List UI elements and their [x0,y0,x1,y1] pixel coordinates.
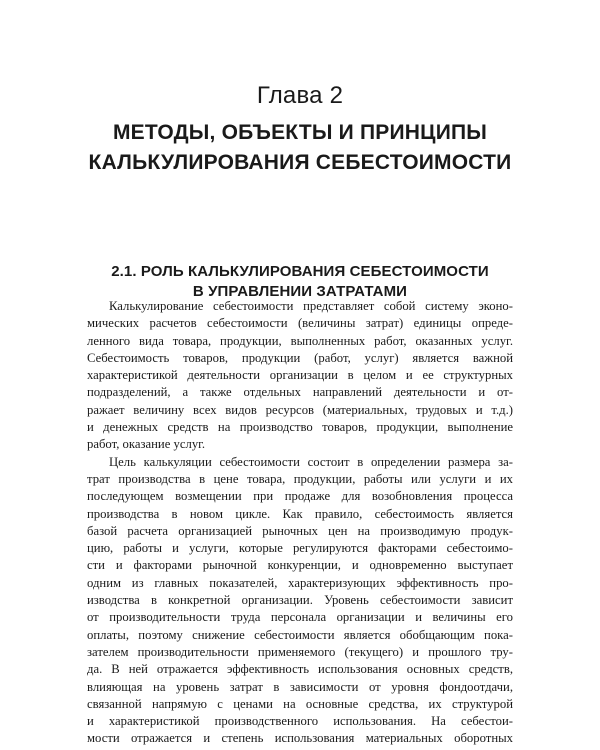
text-line: ленного вида товара, продукции, выполненных работ, оказанных услуг. [87,333,513,348]
body-text [87,298,513,748]
text-line: да. В ней отражается эффективность использования основных средств, [87,662,513,677]
section-title [60,262,540,302]
text-line: связанной напрямую с ценами на основные средства, их структурой [87,696,513,711]
text-line: влияющая на уровень затрат в зависимости от уровня фондоотдачи, [87,679,513,694]
text-line: изводства в конкретной организации. Уровень себестоимости зависит [87,593,513,608]
chapter-label: Глава 2 [256,82,344,109]
text-line: Цель калькуляции себестоимости состоит в определении размера за- [109,454,513,469]
text-line: мических расчетов себестоимости (величины затрат) единицы опреде- [87,316,513,331]
text-line: ражает величину всех видов ресурсов (материальных, трудовых и т.д.) [87,402,513,417]
text-line: и характеристикой производственного использования. На себестои- [87,714,513,729]
text-line: оплаты, поэтому снижение себестоимости является обобщающим пока- [87,627,513,642]
text-line: от производительности труда персонала организации и величины его [87,610,513,625]
text-line: Себестоимость товаров, продукции (работ, услуг) является важной [87,350,513,365]
chapter-title-line: МЕТОДЫ, ОБЪЕКТЫ И ПРИНЦИПЫ [112,121,488,144]
text-line: подразделений, а также отдельных направлений деятельности и от- [87,385,513,400]
text-line: Калькулирование себестоимости представляет собой систему эконо- [109,299,513,313]
text-line: работ, оказание услуг. [87,437,206,452]
text-line: последующем возмещении при продаже для возобновления процесса [87,489,513,504]
text-line: и денежных средств на производство товаров, продукции, выполнение [87,420,513,435]
text-line: трат производства в цене товара, продукции, работы или услуги и их [87,471,513,486]
text-line: базой расчета организацией рыночных цен на производимую продук- [87,523,513,538]
chapter-title [40,118,560,178]
chapter-title-line: КАЛЬКУЛИРОВАНИЯ СЕБЕСТОИМОСТИ [88,151,512,174]
text-line: цию, работы и услуги, которые регулируются факторами себестоимо- [87,541,513,556]
text-line: зателем производительности применяемого (текущего) и прошлого тру- [87,644,513,659]
text-line: одним из главных показателей, характеризующих эффективность про- [87,575,513,590]
text-line: характеристикой деятельности организации в целом и ее структурных [87,368,513,383]
text-line: производства в новом цикле. Как правило, себестоимость является [87,506,513,521]
text-line: мости отражается и степень использования материальных оборотных [87,731,513,746]
section-title-line: В УПРАВЛЕНИИ ЗАТРАТАМИ [192,283,408,300]
paragraph-1 [87,298,513,454]
section-title-line: 2.1. РОЛЬ КАЛЬКУЛИРОВАНИЯ СЕБЕСТОИМОСТИ [111,263,489,280]
text-line: сти и факторами рыночной конкуренции, и одновременно выступает [87,558,513,573]
paragraph-2 [87,454,513,748]
